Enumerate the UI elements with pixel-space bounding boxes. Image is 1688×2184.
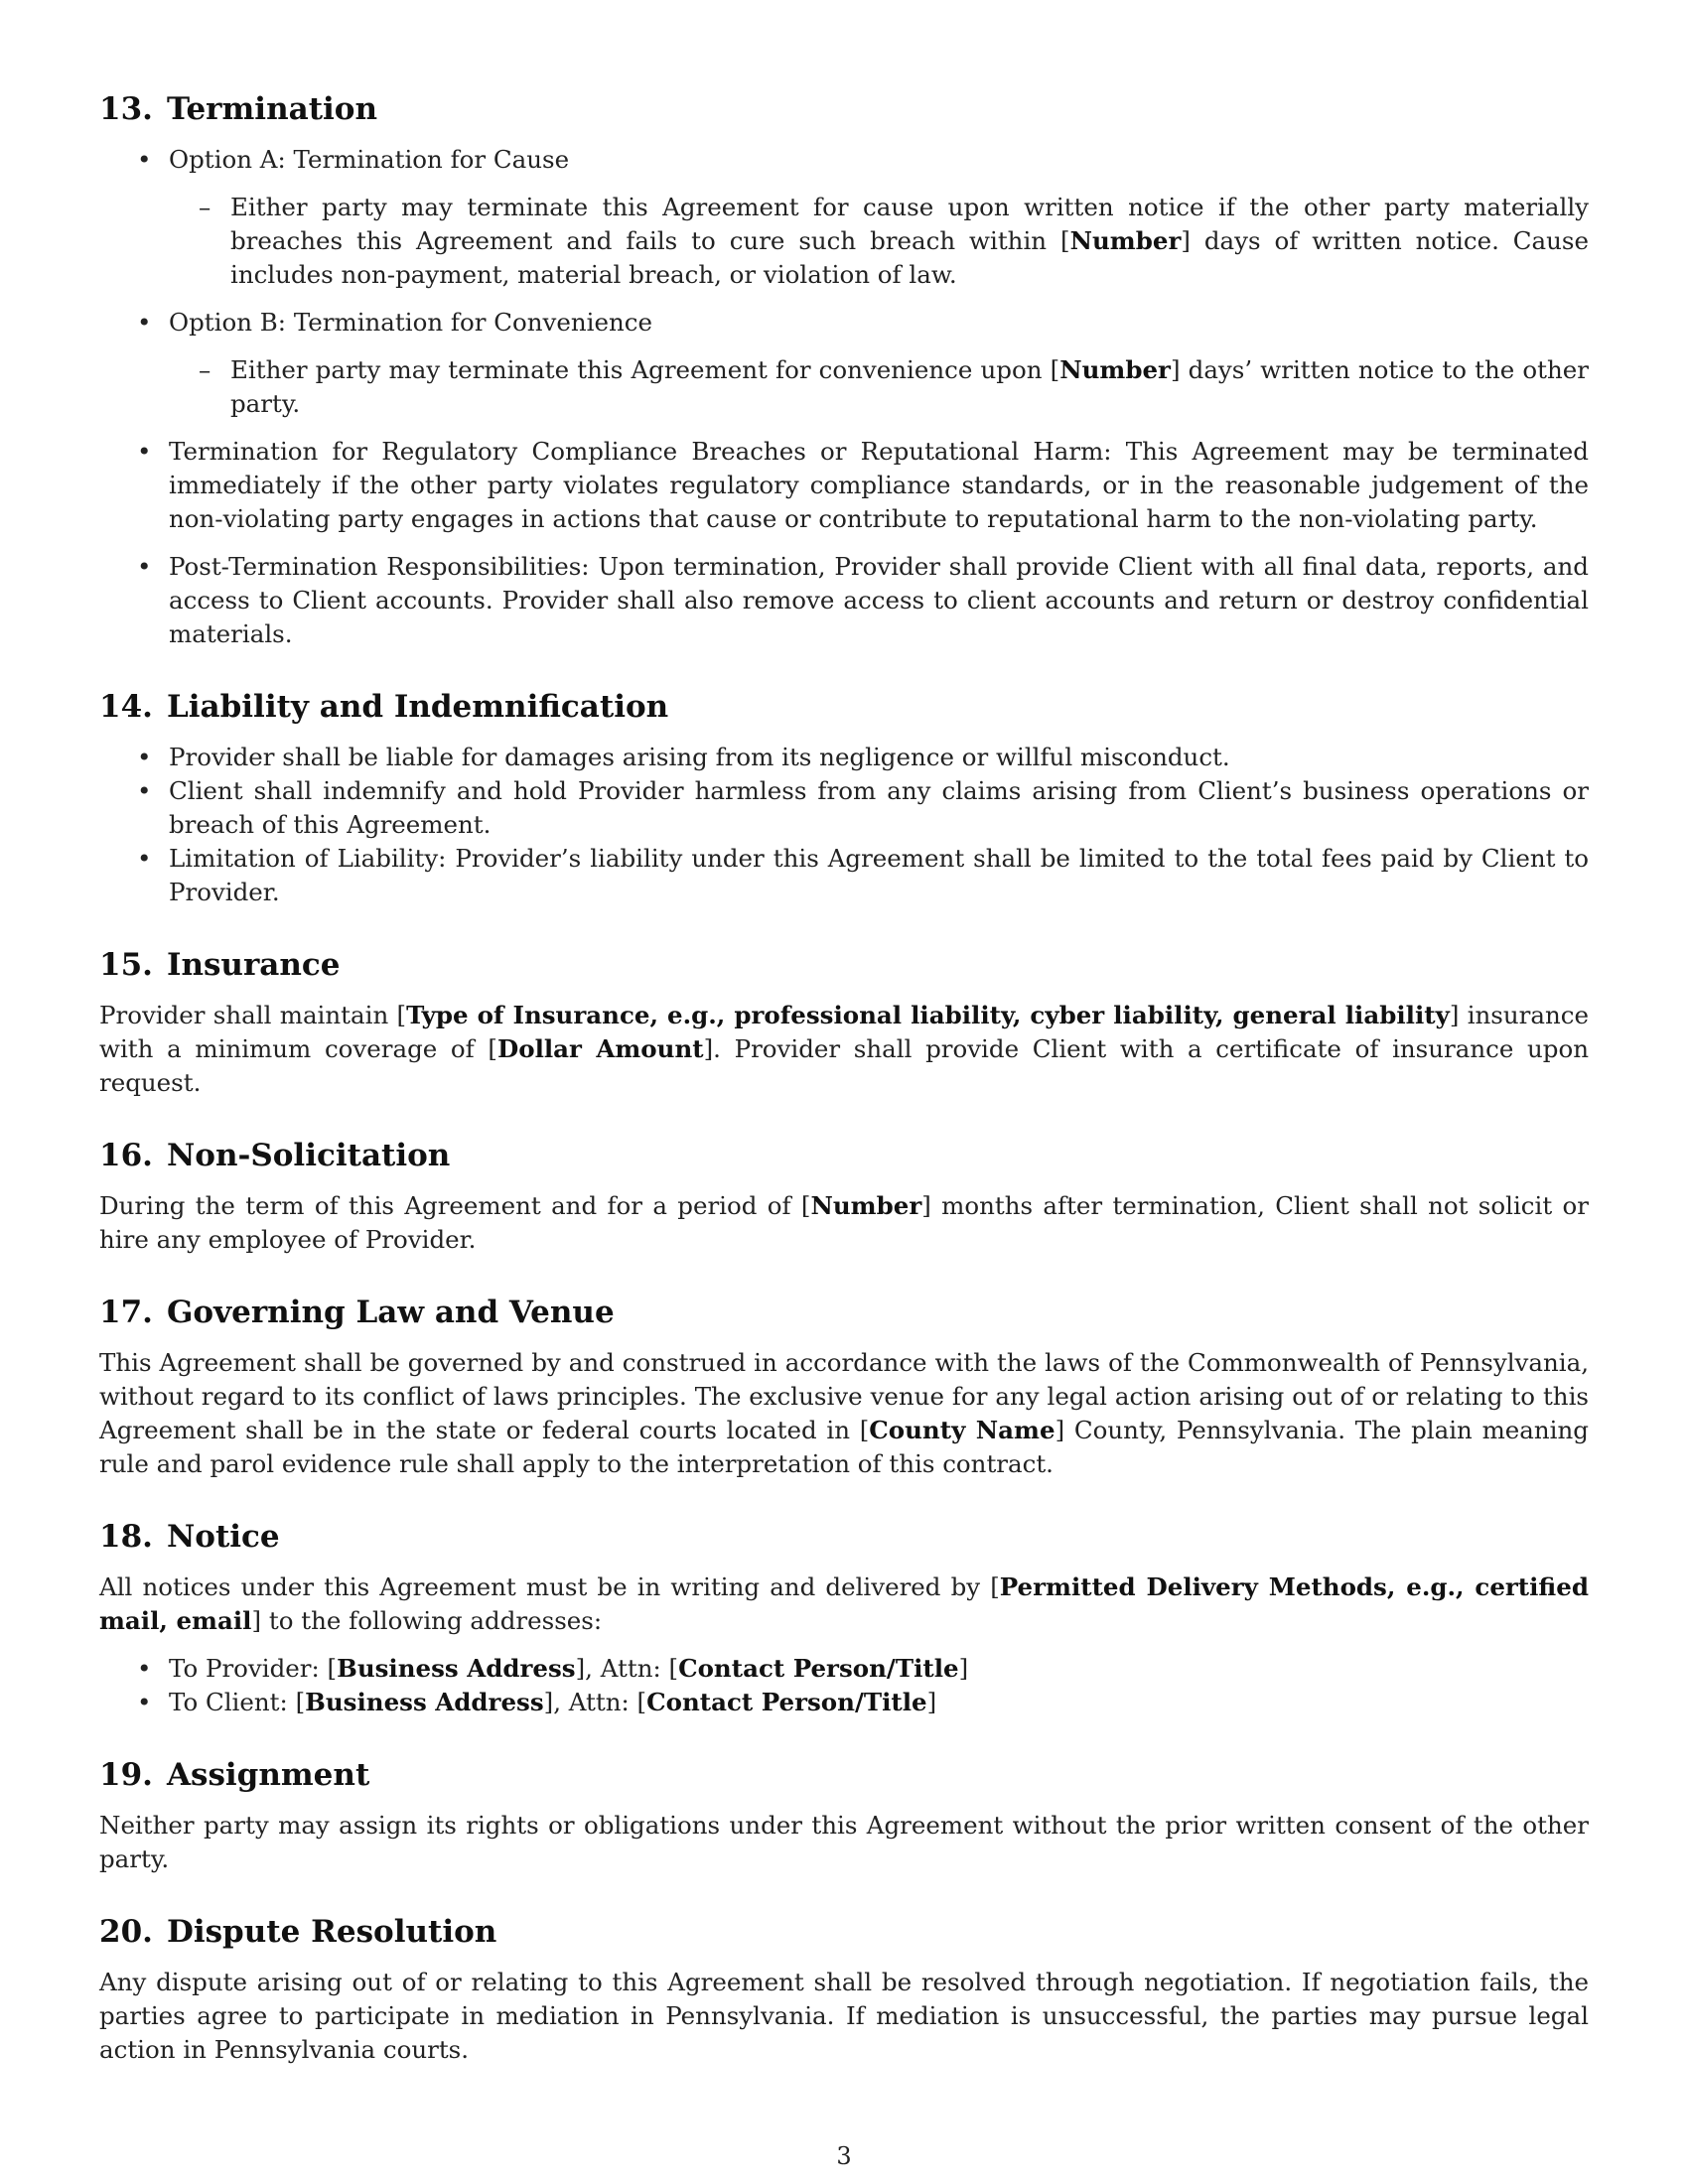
sub-list: [169, 353, 1589, 421]
list-item: • Option B: Termination for Convenience – Either party may terminate this Agreement for convenience upon [Number] days’ written notice to the other party.: [99, 306, 1589, 421]
liability-list: [99, 741, 1589, 909]
section-termination: [99, 89, 1589, 651]
list-item: • Provider shall be liable for damages arising from its negligence or willful misconduct.: [99, 741, 1589, 774]
placeholder-business-address: Business Address: [337, 1654, 576, 1683]
page-number: 3: [836, 2142, 852, 2170]
list-item: • Option A: Termination for Cause – Either party may terminate this Agreement for cause upon written notice if the other party materially breaches this Agreement and fails to cure such breach within [Number] days of written notice. Cause includes non-payment, material breach, or violation of law.: [99, 143, 1589, 292]
paragraph: During the term of this Agreement and for a period of [Number] months after termination, Client shall not solicit or hire any employee of Provider.: [99, 1191, 1589, 1254]
placeholder-dollar-amount: Dollar Amount: [496, 1034, 704, 1063]
section-notice: [99, 1517, 1589, 1719]
notice-address-list: [99, 1652, 1589, 1719]
placeholder-number: Number: [1069, 226, 1182, 255]
section-heading: 17. Governing Law and Venue: [99, 1295, 615, 1330]
sub-list: [169, 191, 1589, 292]
list-item: • To Client: [Business Address], Attn: [Contact Person/Title]: [99, 1686, 1589, 1719]
placeholder-number: Number: [1059, 355, 1171, 384]
section-non-solicitation: [99, 1136, 1589, 1257]
list-item: • Termination for Regulatory Compliance Breaches or Reputational Harm: This Agreement may be terminated immediately if the other party violates regulatory compliance standards, or in the reasonable judgement of the non-violating party engages in actions that cause or contribute to reputational harm to the non-violating party.: [99, 435, 1589, 536]
list-item: • Limitation of Liability: Provider’s liability under this Agreement shall be limited to the total fees paid by Client to Provider.: [99, 842, 1589, 909]
placeholder-delivery-methods: Permitted Delivery Methods, e.g., certified mail, email: [99, 1572, 1589, 1635]
section-governing-law: [99, 1293, 1589, 1481]
placeholder-contact-person: Contact Person/Title: [646, 1688, 927, 1716]
section-heading: 16. Non-Solicitation: [99, 1138, 451, 1173]
paragraph: Any dispute arising out of or relating to this Agreement shall be resolved through negotiation. If negotiation fails, the parties agree to participate in mediation in Pennsylvania. If mediation is unsuccessful, the parties may pursue legal action in Pennsylvania courts.: [99, 1968, 1589, 2064]
section-liability: [99, 687, 1589, 909]
placeholder-insurance-type: Type of Insurance, e.g., professional liability, cyber liability, general liability: [406, 1001, 1450, 1029]
section-heading: 15. Insurance: [99, 947, 341, 983]
list-item: • Client shall indemnify and hold Provider harmless from any claims arising from Client’s business operations or breach of this Agreement.: [99, 774, 1589, 842]
placeholder-contact-person: Contact Person/Title: [678, 1654, 959, 1683]
section-dispute-resolution: [99, 1912, 1589, 2067]
termination-list: [99, 143, 1589, 651]
placeholder-business-address: Business Address: [305, 1688, 544, 1716]
section-assignment: [99, 1755, 1589, 1876]
placeholder-county-name: County Name: [869, 1416, 1055, 1444]
paragraph: All notices under this Agreement must be in writing and delivered by [Permitted Delivery Methods, e.g., certified mail, email] to the following addresses:: [99, 1572, 1589, 1635]
section-insurance: [99, 945, 1589, 1100]
placeholder-number: Number: [810, 1191, 922, 1220]
section-heading: 13. Termination: [99, 91, 378, 127]
list-item: • Post-Termination Responsibilities: Upon termination, Provider shall provide Client with all final data, reports, and access to Client accounts. Provider shall also remove access to client accounts and return or destroy confidential materials.: [99, 550, 1589, 651]
sub-list-item: – Either party may terminate this Agreement for convenience upon [Number] days’ written notice to the other party.: [169, 353, 1589, 421]
section-heading: 19. Assignment: [99, 1757, 370, 1793]
list-item: • To Provider: [Business Address], Attn: [Contact Person/Title]: [99, 1652, 1589, 1686]
section-heading: 14. Liability and Indemnification: [99, 689, 669, 725]
paragraph: Neither party may assign its rights or obligations under this Agreement without the prior written consent of the other party.: [99, 1811, 1589, 1873]
sub-list-item: – Either party may terminate this Agreement for cause upon written notice if the other party materially breaches this Agreement and fails to cure such breach within [Number] days of written notice. Cause includes non-payment, material breach, or violation of law.: [169, 191, 1589, 292]
section-heading: 20. Dispute Resolution: [99, 1914, 497, 1950]
document-page: [99, 89, 1589, 2103]
paragraph: Provider shall maintain [Type of Insurance, e.g., professional liability, cyber liability, general liability] insurance with a minimum coverage of [Dollar Amount]. Provider shall provide Client with a certificate of insurance upon request.: [99, 1001, 1590, 1097]
paragraph: This Agreement shall be governed by and construed in accordance with the laws of the Commonwealth of Pennsylvania, without regard to its conflict of laws principles. The exclusive venue for any legal action arising out of or relating to this Agreement shall be in the state or federal courts located in [County Name] County, Pennsylvania. The plain meaning rule and parol evidence rule shall apply to the interpretation of this contract.: [99, 1348, 1589, 1478]
section-heading: 18. Notice: [99, 1519, 280, 1555]
